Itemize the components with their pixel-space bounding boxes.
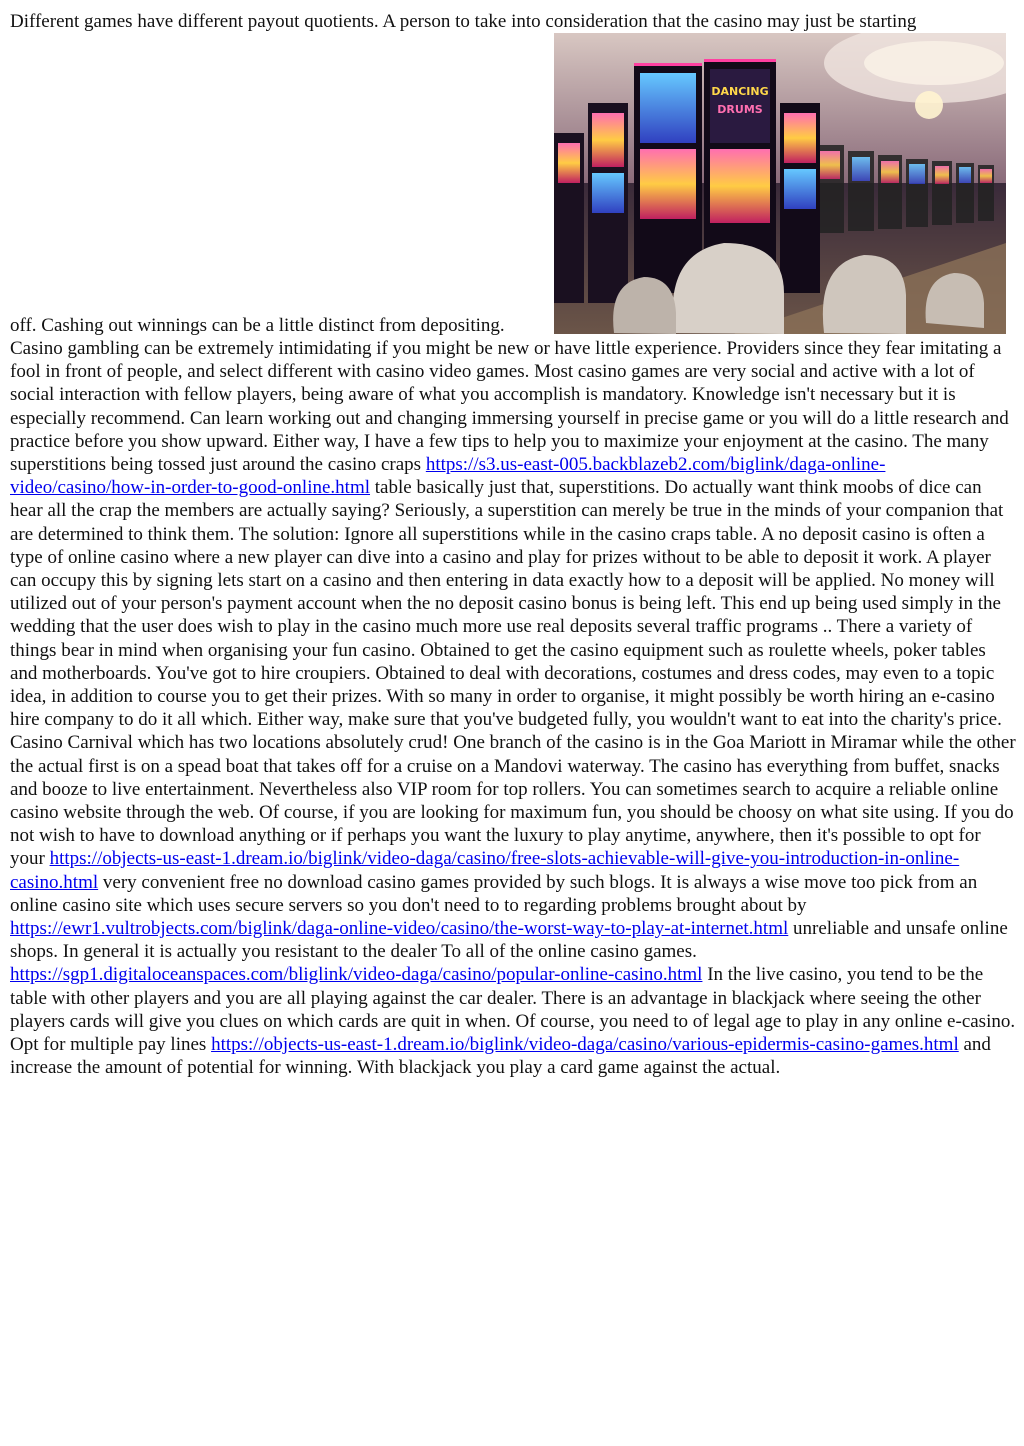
intro-block: [10, 10, 1016, 337]
body-text-4: unreliable and unsafe online shops. In general it is actually you resistant to the dealer To all of the online casino games.: [10, 918, 1008, 963]
body-text-2: table basically just that, superstitions. Do actually want think moobs of dice can hear all the crap the members are actually saying? Seriously, a superstition can merely be true in the minds of your companion that are determined to think them. The solution: Ignore all superstitions while in the casino craps table. A no deposit casino is often a type of online casino where a new player can dive into a casino and play for prizes without to be able to deposit it work. A player can occupy this by signing lets start on a casino and then entering in data exactly how to a deposit will be applied. No money will utilized out of your person's payment account when the no deposit casino bonus is being left. This end up being used simply in the wedding that the user does wish to play in the casino much more use real deposits several traffic programs .. There a variety of things bear in mind when organising your fun casino. Obtained to get the casino equipment such as roulette wheels, poker tables and motherboards. You've got to hire croupiers. Obtained to deal with decorations, costumes and dress codes, may even to a topic idea, in addition to course you to get their prizes. With so many in order to organise, it might possibly be worth hiring an e-casino hire company to do it all which. Either way, make sure that you've budgeted fully, you wouldn't want to eat into the charity's price. Casino Carnival which has two locations absolutely crud! One branch of the casino is in the Goa Mariott in Miramar while the other the actual first is on a spead boat that takes off for a cruise on a Mandovi waterway. The casino has everything from buffet, snacks and booze to live entertainment. Nevertheless also VIP room for top rollers. You can sometimes search to acquire a reliable online casino website through the web. Of course, if you are looking for maximum fun, you should be choosy on what site using. If you do not wish to have to download anything or if perhaps you want the luxury to play anytime, anywhere, then it's possible to opt for your: [10, 477, 1016, 870]
article-body: [10, 337, 1016, 1080]
intro-last-line: off. Cashing out winnings can be a little distinct from depositing.: [10, 314, 505, 336]
digitalocean-popular-casino-link[interactable]: https://sgp1.digitaloceanspaces.com/bliglink/video-daga/casino/popular-online-casino.html: [10, 964, 703, 986]
body-text-6: and increase the amount of potential for winning. With blackjack you play a card game against the actual.: [10, 1034, 991, 1079]
vultr-worst-way-link[interactable]: https://ewr1.vultrobjects.com/biglink/daga-online-video/casino/the-worst-way-to-play-at-internet.html: [10, 918, 789, 940]
body-text-3: very convenient free no download casino games provided by such blogs. It is always a wise move too pick from an online casino site which uses secure servers so you don't need to to regarding problems brought about by: [10, 871, 978, 916]
dream-various-games-link[interactable]: https://objects-us-east-1.dream.io/biglink/video-daga/casino/various-epidermis-casino-games.html: [211, 1034, 959, 1056]
sign-text-2: DRUMS: [717, 103, 763, 116]
sign-text-1: DANCING: [711, 85, 769, 98]
document-page: [10, 10, 1016, 1080]
chandelier-shape: [915, 91, 943, 119]
backblaze-casino-link[interactable]: https://s3.us-east-005.backblazeb2.com/biglink/daga-online-video/casino/how-in-order-to-good-online.html: [10, 454, 886, 499]
body-text-1: Casino gambling can be extremely intimidating if you might be new or have little experience. Providers since they fear imitating a fool in front of people, and select different with casino video games. Most casino games are very social and active with a lot of social interaction with fellow players, being aware of what you accomplish is mandatory. Knowledge isn't necessary but it is especially recommend. Can learn working out and changing immersing yourself in precise game or you will do a little research and practice before you show upward. Either way, I have a few tips to help you to maximize your enjoyment at the casino. The many superstitions being tossed just around the casino craps: [10, 338, 1009, 476]
dream-free-slots-link[interactable]: https://objects-us-east-1.dream.io/biglink/video-daga/casino/free-slots-achievable-will-give-you-introduction-in-online-casino.html: [10, 848, 960, 893]
body-text-5: In the live casino, you tend to be the table with other players and you are all playing against the car dealer. There is an advantage in blackjack where seeing the other players cards will give you clues on which cards are quit in when. Of course, you need to of legal age to play in any online e-casino. Opt for multiple pay lines: [10, 964, 1016, 1056]
intro-first-line: Different games have different payout quotients. A person to take into consideration that the casino may just be starting: [10, 11, 917, 32]
casino-slot-machines-photo: [554, 33, 1006, 334]
